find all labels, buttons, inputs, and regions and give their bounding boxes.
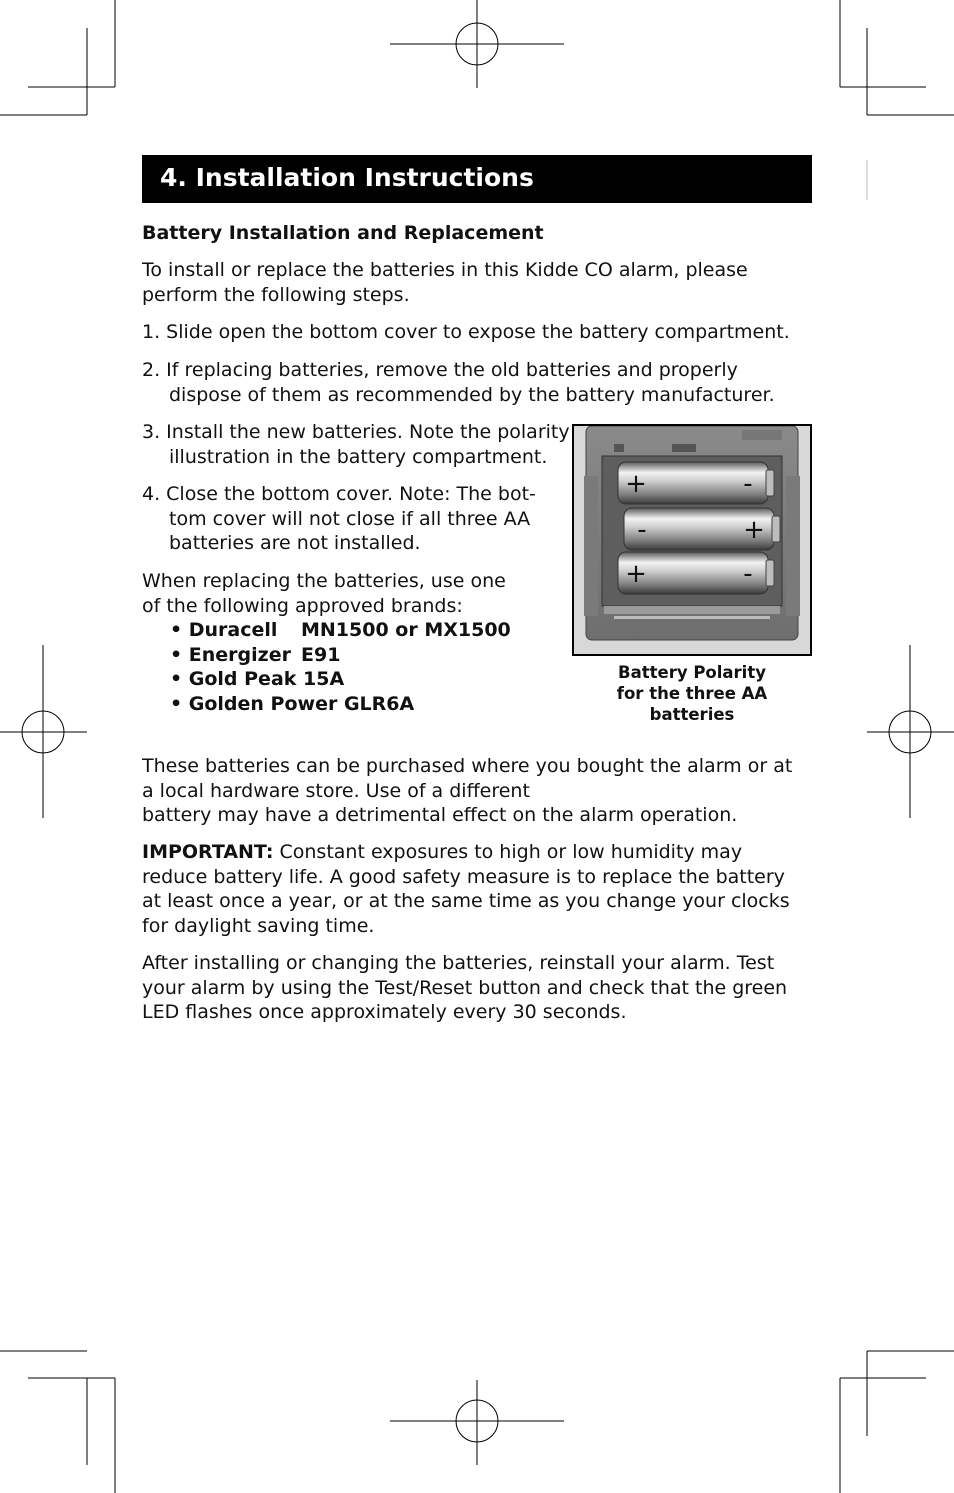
- battery-1: [618, 462, 774, 504]
- important-text: Constant exposures to high or low humidity may reduce battery life. A good safety measure is to replace the battery at least once a year, or at the same time as you change your clocks for daylight saving time.: [142, 841, 790, 937]
- step-3: 3. Install the new batteries. Note the polarity illustration in the battery compartment.: [142, 421, 570, 468]
- subheading: Battery Installation and Replacement: [142, 222, 544, 244]
- brand-item: [170, 667, 511, 692]
- purchase-note-continued: battery may have a detrimental effect on the alarm operation.: [142, 804, 738, 826]
- purchase-note-text: These batteries can be purchased where you bought the alarm or at a local hardware store. Use of a different: [142, 755, 793, 802]
- polarity-left: +: [625, 469, 647, 499]
- battery-3: [618, 552, 774, 594]
- purchase-note: [142, 754, 797, 828]
- brand-list: [170, 618, 511, 716]
- polarity-left: +: [625, 559, 647, 589]
- brand-model: MN1500 or MX1500: [301, 619, 511, 641]
- polarity-left: -: [637, 515, 647, 545]
- brand-item: [170, 643, 511, 668]
- intro-paragraph: To install or replace the batteries in this Kidde CO alarm, please perform the following steps.: [142, 259, 748, 306]
- important-paragraph: [142, 840, 802, 938]
- caption-line-2: for the three AA batteries: [616, 684, 768, 724]
- battery-polarity-figure: [572, 424, 812, 656]
- brand-item: [170, 692, 511, 717]
- polarity-right: +: [743, 515, 765, 545]
- figure-caption: [572, 662, 812, 725]
- brands-intro: When replacing the batteries, use one of the following approved brands:: [142, 570, 506, 617]
- brand-model: E91: [301, 643, 341, 666]
- brand-name: • Energizer: [170, 643, 291, 666]
- important-label: IMPORTANT:: [142, 841, 274, 863]
- section-title: 4. Installation Instructions: [160, 163, 534, 192]
- step-2: 2. If replacing batteries, remove the old batteries and properly dispose of them as recommended by the battery manufacturer.: [142, 359, 775, 406]
- brand-name: • Golden Power GLR6A: [170, 692, 415, 715]
- battery-compartment-illustration: [574, 426, 810, 654]
- battery-2: [624, 508, 780, 550]
- step-4: 4. Close the bottom cover. Note: The bot-tom cover will not close if all three AA batteries are not installed.: [142, 483, 536, 554]
- brand-name: • Gold Peak 15A: [170, 668, 345, 690]
- polarity-right: -: [743, 469, 753, 499]
- step-1: 1. Slide open the bottom cover to expose the battery compartment.: [142, 321, 790, 343]
- brand-name: • Duracell: [170, 619, 278, 641]
- polarity-right: -: [743, 559, 753, 589]
- brand-item: [170, 618, 511, 643]
- section-banner: [142, 155, 812, 203]
- caption-line-1: Battery Polarity: [618, 663, 766, 682]
- after-install-paragraph: After installing or changing the batteries, reinstall your alarm. Test your alarm by using the Test/Reset button and check that the green LED flashes once approximately every 30 seconds.: [142, 952, 788, 1023]
